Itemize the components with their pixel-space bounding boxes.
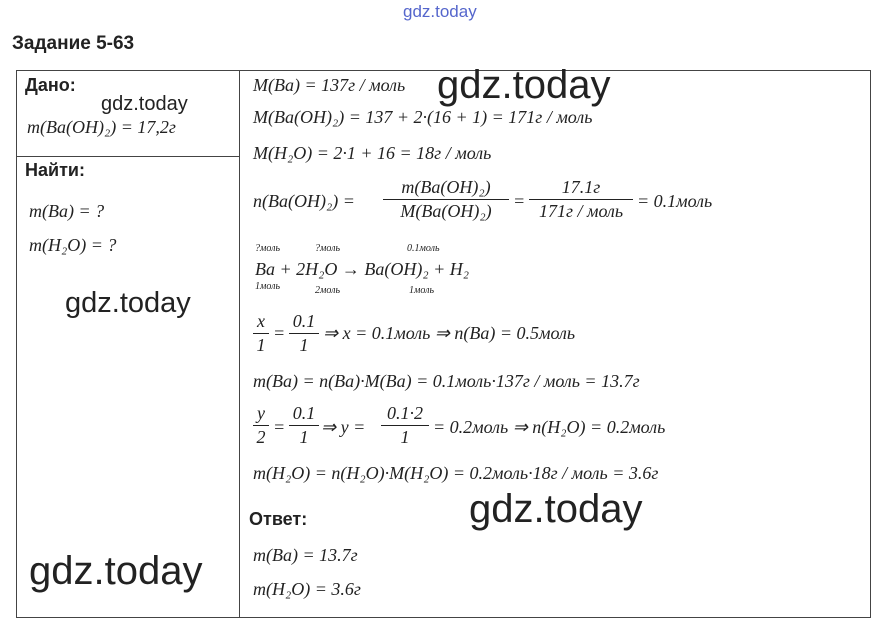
row-divider bbox=[17, 156, 239, 157]
eq-below-baoh2: 1моль bbox=[409, 285, 435, 296]
column-divider bbox=[239, 71, 240, 617]
fraction-numbers bbox=[529, 177, 633, 222]
bottom-left-watermark: gdz.today bbox=[29, 549, 203, 593]
fraction-mass-over-molar bbox=[383, 177, 509, 222]
n-baoh2-left: n(Ba(OH)₂) = bbox=[253, 191, 355, 211]
eq-above-h2o: ?моль bbox=[315, 243, 341, 254]
answer-line-2: m(H₂O) = 3.6г bbox=[253, 579, 361, 599]
solution-watermark-bottom: gdz.today bbox=[469, 487, 643, 531]
prop2-num3: 0.1·2 bbox=[387, 403, 423, 423]
fraction-numerator-2: 17.1г bbox=[561, 177, 601, 197]
given-label: Дано: bbox=[25, 75, 76, 95]
proportion-1-fraction-a bbox=[253, 311, 269, 356]
eq-below-ba: 1моль bbox=[255, 281, 281, 292]
reaction-equation: Ba + 2H₂O → Ba(OH)₂ + H₂ bbox=[255, 259, 470, 279]
prop2-den: 2 bbox=[256, 427, 266, 447]
proportion-2-equals: = bbox=[273, 417, 286, 437]
find-line-1: m(Ba) = ? bbox=[29, 201, 105, 221]
proportion-2-result: = 0.2моль ⇒ n(H₂O) = 0.2моль bbox=[433, 417, 666, 437]
proportion-1-fraction-b bbox=[289, 311, 319, 356]
answer-line-1: m(Ba) = 13.7г bbox=[253, 545, 358, 565]
find-watermark: gdz.today bbox=[65, 287, 191, 319]
prop1-den2: 1 bbox=[299, 335, 309, 355]
n-baoh2-result: = 0.1моль bbox=[637, 191, 713, 211]
equals-sign: = bbox=[513, 191, 526, 211]
proportion-2-fraction-a bbox=[253, 403, 269, 448]
given-line: m(Ba(OH)₂) = 17,2г bbox=[27, 117, 176, 137]
prop2-num2: 0.1 bbox=[292, 403, 316, 423]
eq-above-baoh2: 0.1моль bbox=[407, 243, 440, 254]
answer-label: Ответ: bbox=[249, 509, 308, 529]
solution-mass-ba: m(Ba) = n(Ba)·M(Ba) = 0.1моль·137г / моль = 13.7г bbox=[253, 371, 640, 391]
solution-line-3: M(H₂O) = 2·1 + 16 = 18г / моль bbox=[253, 143, 492, 163]
fraction-denominator: M(Ba(OH)₂) bbox=[400, 201, 492, 221]
fraction-numerator: m(Ba(OH)₂) bbox=[401, 177, 491, 197]
eq-below-h2o: 2моль bbox=[315, 285, 341, 296]
prop2-den3: 1 bbox=[400, 427, 410, 447]
find-line-2: m(H₂O) = ? bbox=[29, 235, 117, 255]
watermark-top: gdz.today bbox=[403, 2, 477, 21]
prop1-num2: 0.1 bbox=[292, 311, 316, 331]
solution-line-2: M(Ba(OH)₂) = 137 + 2·(16 + 1) = 171г / моль bbox=[253, 107, 593, 127]
given-watermark: gdz.today bbox=[101, 93, 188, 115]
eq-above-ba: ?моль bbox=[255, 243, 281, 254]
task-heading: Задание 5-63 bbox=[12, 33, 135, 54]
fraction-denominator-2: 171г / моль bbox=[538, 201, 624, 221]
prop1-num: x bbox=[257, 311, 265, 331]
proportion-2-mid: ⇒ y = bbox=[321, 417, 366, 437]
solution-line-1: M(Ba) = 137г / моль bbox=[253, 75, 406, 95]
proportion-1-equals: = bbox=[273, 323, 286, 343]
proportion-2-fraction-c bbox=[381, 403, 429, 448]
solution-watermark-top: gdz.today bbox=[437, 63, 611, 107]
find-label: Найти: bbox=[25, 160, 85, 180]
solution-table bbox=[16, 63, 871, 618]
prop2-den2: 1 bbox=[299, 427, 309, 447]
solution-mass-h2o: m(H₂O) = n(H₂O)·M(H₂O) = 0.2моль·18г / моль = 3.6г bbox=[253, 463, 659, 483]
prop1-den: 1 bbox=[256, 335, 266, 355]
proportion-1-result: ⇒ x = 0.1моль ⇒ n(Ba) = 0.5моль bbox=[323, 323, 576, 343]
proportion-2-fraction-b bbox=[289, 403, 319, 448]
prop2-num: y bbox=[257, 403, 265, 423]
